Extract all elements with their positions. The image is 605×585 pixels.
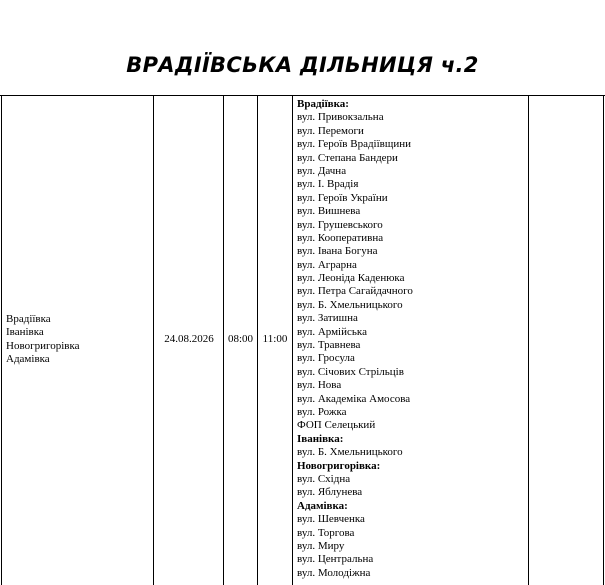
settlement-name: Іванівка bbox=[6, 326, 44, 339]
settlements-cell bbox=[6, 313, 152, 367]
time-to-cell: 11:00 bbox=[262, 333, 288, 345]
street-item: вул. Торгова bbox=[297, 526, 355, 539]
settlement-heading: Новогригорівка: bbox=[297, 459, 381, 472]
settlement-heading: Іванівка: bbox=[297, 432, 344, 445]
date-cell: 24.08.2026 bbox=[164, 333, 214, 345]
street-item: вул. Дачна bbox=[297, 164, 347, 177]
street-item: ФОП Селецький bbox=[297, 419, 376, 432]
street-item: вул. Привокзальна bbox=[297, 111, 384, 124]
street-item: вул. Кооперативна bbox=[297, 231, 384, 244]
street-item: вул. Яблунева bbox=[297, 486, 363, 499]
settlement-name: Адамівка bbox=[6, 353, 50, 366]
street-item: вул. І. Врадія bbox=[297, 178, 359, 191]
street-item: вул. Гросула bbox=[297, 352, 355, 365]
column-divider-time-to bbox=[292, 95, 293, 585]
settlement-heading: Врадіївка: bbox=[297, 98, 349, 110]
table-border-left bbox=[1, 95, 2, 585]
table-top-border bbox=[0, 95, 605, 96]
street-item: вул. Січових Стрільців bbox=[297, 365, 404, 378]
settlement-name: Врадіївка bbox=[6, 313, 51, 325]
settlement-heading: Адамівка: bbox=[297, 499, 348, 512]
street-item: вул. Армійська bbox=[297, 325, 367, 338]
street-item: вул. Степана Бандери bbox=[297, 151, 398, 164]
street-item: вул. Миру bbox=[297, 539, 345, 552]
street-item: вул. Перемоги bbox=[297, 124, 364, 137]
street-item: вул. Східна bbox=[297, 472, 351, 485]
time-from-cell: 08:00 bbox=[227, 333, 254, 345]
column-divider-settlements bbox=[153, 95, 154, 585]
page-title: ВРАДІЇВСЬКА ДІЛЬНИЦЯ ч.2 bbox=[126, 53, 479, 77]
street-item: вул. Шевченка bbox=[297, 513, 365, 526]
street-item: вул. Героїв Врадіївщини bbox=[297, 138, 411, 151]
column-divider-streets bbox=[528, 95, 529, 585]
street-item: вул. Академіка Амосова bbox=[297, 392, 411, 405]
settlement-name: Новогригорівка bbox=[6, 339, 80, 352]
street-item: вул. Затишна bbox=[297, 312, 358, 325]
street-item: вул. Б. Хмельницького bbox=[297, 298, 403, 311]
street-item: вул. Центральна bbox=[297, 553, 374, 566]
street-item: вул. Аграрна bbox=[297, 258, 357, 271]
street-item: вул. Травнева bbox=[297, 339, 361, 352]
street-item: вул. Грушевського bbox=[297, 218, 383, 231]
street-item: вул. Молодіжна bbox=[297, 566, 371, 579]
street-item: вул. Івана Богуна bbox=[297, 245, 378, 258]
street-item: вул. Петра Сагайдачного bbox=[297, 285, 413, 298]
streets-cell bbox=[297, 98, 527, 580]
street-item: вул. Б. Хмельницького bbox=[297, 446, 403, 459]
table-border-right bbox=[603, 95, 604, 585]
street-item: вул. Вишнева bbox=[297, 205, 361, 218]
street-item: вул. Леоніда Каденюка bbox=[297, 272, 405, 285]
street-item: вул. Нова bbox=[297, 379, 342, 392]
street-item: вул. Рожка bbox=[297, 405, 347, 418]
street-item: вул. Героїв України bbox=[297, 191, 388, 204]
